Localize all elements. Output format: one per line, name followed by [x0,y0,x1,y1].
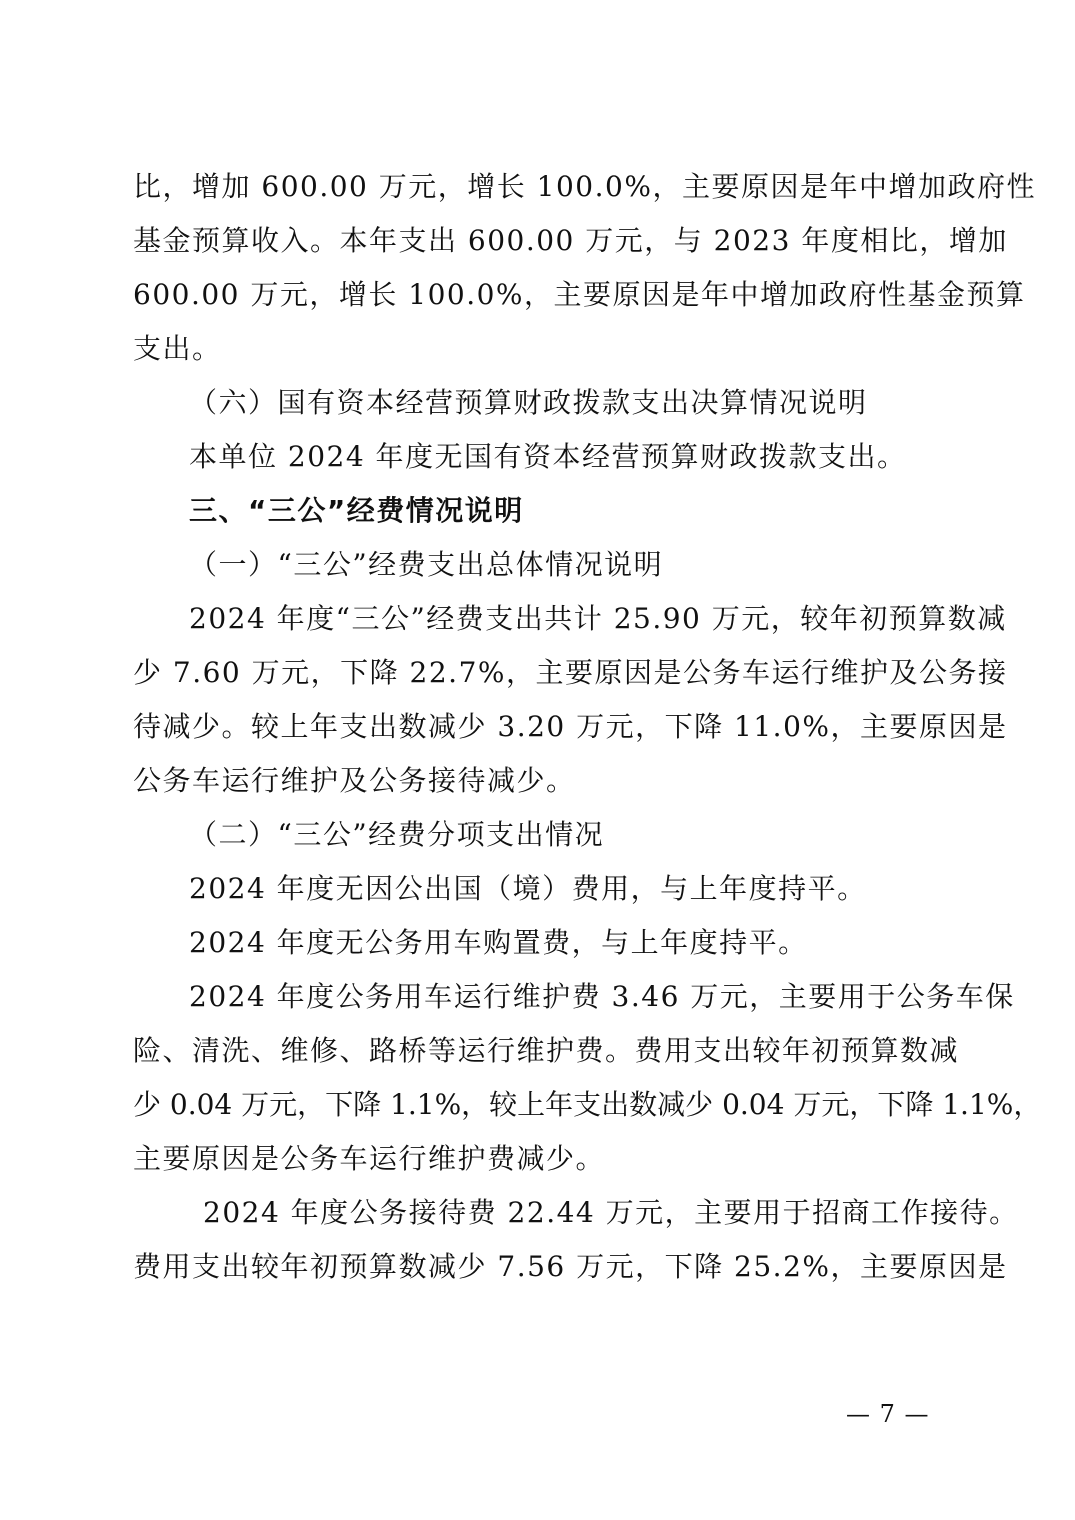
section-heading: 三、“三公”经费情况说明 [189,494,524,527]
paragraph-line: 公务车运行维护及公务接待减少。 [133,764,576,797]
paragraph-line: 2024 年度公务用车运行维护费 3.46 万元，主要用于公务车保 [189,980,1015,1013]
paragraph-line: 支出。 [133,332,222,365]
paragraph-line: 费用支出较年初预算数减少 7.56 万元，下降 25.2%，主要原因是 [133,1250,1008,1283]
document-body [133,160,1042,1294]
section-subheading: （六）国有资本经营预算财政拨款支出决算情况说明 [189,386,868,419]
paragraph-line: 2024 年度公务接待费 22.44 万元，主要用于招商工作接待。 [203,1196,1019,1229]
paragraph-line: 基金预算收入。本年支出 600.00 万元，与 2023 年度相比，增加 [133,224,1008,257]
paragraph-line: 本单位 2024 年度无国有资本经营预算财政拨款支出。 [189,440,907,473]
paragraph-line: 少 7.60 万元，下降 22.7%，主要原因是公务车运行维护及公务接 [133,656,1008,689]
paragraph-line: 待减少。较上年支出数减少 3.20 万元，下降 11.0%，主要原因是 [133,710,1008,743]
paragraph-line: 险、清洗、维修、路桥等运行维护费。费用支出较年初预算数减 [133,1034,960,1067]
page-number: — 7 — [846,1400,930,1428]
paragraph-line: 2024 年度无因公出国（境）费用，与上年度持平。 [189,872,867,905]
paragraph-line: 少 0.04 万元，下降 1.1%，较上年支出数减少 0.04 万元，下降 1.1%， [133,1088,1042,1121]
paragraph-line: 比，增加 600.00 万元，增长 100.0%，主要原因是年中增加政府性 [133,170,1036,203]
paragraph-line: 600.00 万元，增长 100.0%，主要原因是年中增加政府性基金预算 [133,278,1026,311]
section-subheading: （一）“三公”经费支出总体情况说明 [189,548,664,581]
paragraph-line: 主要原因是公务车运行维护费减少。 [133,1142,606,1175]
section-subheading: （二）“三公”经费分项支出情况 [189,818,605,851]
paragraph-line: 2024 年度无公务用车购置费，与上年度持平。 [189,926,808,959]
paragraph-line: 2024 年度“三公”经费支出共计 25.90 万元，较年初预算数减 [189,602,1007,635]
